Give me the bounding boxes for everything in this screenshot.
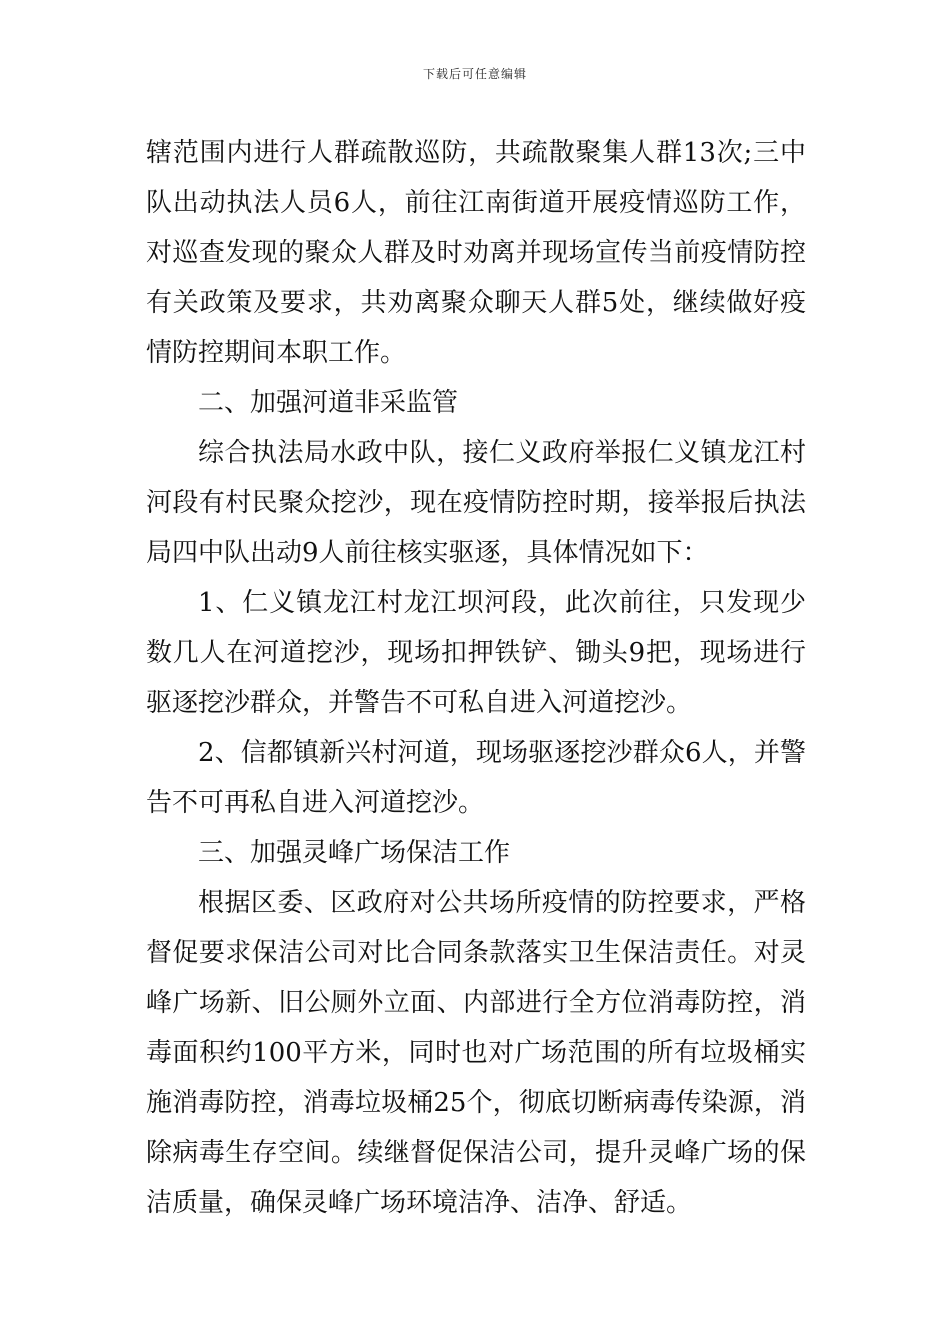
paragraph-plaza-cleaning: 根据区委、区政府对公共场所疫情的防控要求，严格督促要求保洁公司对比合同条款落实卫生保洁责任。对灵峰广场新、旧公厕外立面、内部进行全方位消毒防控，消毒面积约100平方米，同时也对广场范围的所有垃圾桶实施消毒防控，消毒垃圾桶25个，彻底切断病毒传染源，消除病毒生存空间。续继督促保洁公司，提升灵峰广场的保洁质量，确保灵峰广场环境洁净、洁净、舒适。 [146,888,806,1218]
list-item-2: 2、信都镇新兴村河道，现场驱逐挖沙群众6人，并警告不可再私自进入河道挖沙。 [146,738,806,818]
paragraph-continuation: 辖范围内进行人群疏散巡防，共疏散聚集人群13次;三中队出动执法人员6人，前往江南街道开展疫情巡防工作，对巡查发现的聚众人群及时劝离并现场宣传当前疫情防控有关政策及要求，共劝离聚众聊天人群5处，继续做好疫情防控期间本职工作。 [146,138,806,368]
section-heading-2: 二、加强河道非采监管 [198,388,459,418]
page-header: 下载后可任意编辑 [422,67,527,81]
paragraph-water-admin: 综合执法局水政中队，接仁义政府举报仁义镇龙江村河段有村民聚众挖沙，现在疫情防控时期，接举报后执法局四中队出动9人前往核实驱逐，具体情况如下： [146,438,806,568]
document-body [146,128,806,1228]
list-item-1: 1、仁义镇龙江村龙江坝河段，此次前往，只发现少数几人在河道挖沙，现场扣押铁铲、锄头9把，现场进行驱逐挖沙群众，并警告不可私自进入河道挖沙。 [146,588,806,718]
section-heading-3: 三、加强灵峰广场保洁工作 [198,838,511,868]
